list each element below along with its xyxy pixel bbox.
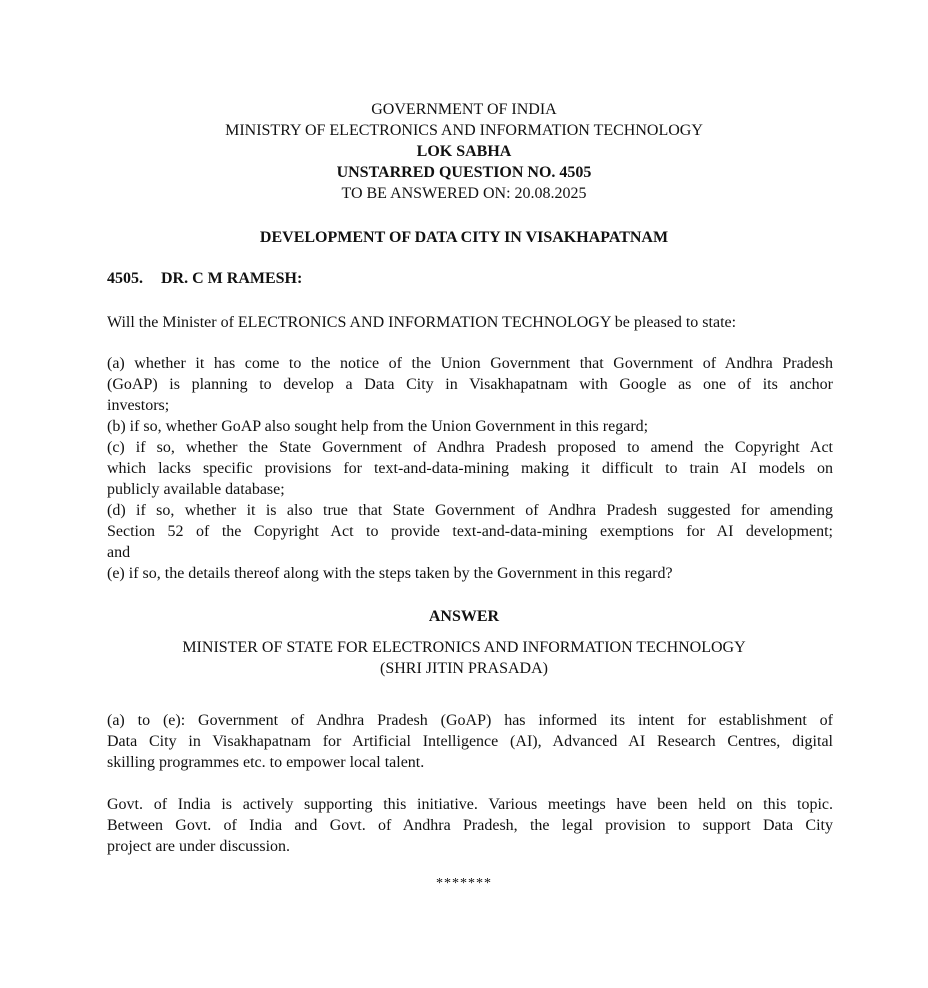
question-intro [107,312,833,333]
question-line: and [107,544,131,561]
answer-line: Data City in Visakhapatnam for Artificial Intelligence (AI), Advanced AI Research Centres, digital [107,733,833,750]
question-line: (d) if so, whether it is also true that State Government of Andhra Pradesh suggested for amending [107,502,833,519]
question-serial: 4505. [107,270,143,287]
question-line: which lacks specific provisions for text-and-data-mining making it difficult to train AI models on [107,460,833,477]
answer-line: Between Govt. of India and Govt. of Andhra Pradesh, the legal provision to support Data City [107,817,833,834]
answer-heading-text: ANSWER [428,608,500,625]
asker-line [107,270,302,288]
asker-name: DR. C M RAMESH: [161,270,303,287]
answering-minister [0,637,928,679]
answer-line: (a) to (e): Government of Andhra Pradesh (GoAP) has informed its intent for establishment of [107,712,833,729]
question-title [0,227,928,248]
question-line: investors; [107,397,170,414]
question-line: (e) if so, the details thereof along with the steps taken by the Government in this regard? [107,565,673,582]
answer-line: Govt. of India is actively supporting this initiative. Various meetings have been held on this topic. [107,796,833,813]
question-parts [107,353,833,584]
intro-text: Will the Minister of ELECTRONICS AND INFORMATION TECHNOLOGY be pleased to state: [107,314,737,331]
document-header [0,99,928,204]
question-line: Section 52 of the Copyright Act to provide text-and-data-mining exemptions for AI development; [107,523,833,540]
header-government: GOVERNMENT OF INDIA [371,101,557,118]
answer-line: skilling programmes etc. to empower local talent. [107,754,425,771]
answer-paragraph-1 [107,710,833,773]
answer-heading [0,606,928,627]
question-line: (b) if so, whether GoAP also sought help from the Union Government in this regard; [107,418,649,435]
header-house: LOK SABHA [416,143,512,160]
header-ministry: MINISTRY OF ELECTRONICS AND INFORMATION TECHNOLOGY [225,122,703,139]
question-title-text: DEVELOPMENT OF DATA CITY IN VISAKHAPATNAM [259,229,669,246]
question-line: (c) if so, whether the State Government of Andhra Pradesh proposed to amend the Copyright Act [107,439,833,456]
minister-designation: MINISTER OF STATE FOR ELECTRONICS AND INFORMATION TECHNOLOGY [182,639,746,656]
question-line: publicly available database; [107,481,285,498]
answer-line: project are under discussion. [107,838,291,855]
answer-paragraph-2 [107,794,833,857]
question-line: (GoAP) is planning to develop a Data City in Visakhapatnam with Google as one of its anchor [107,376,833,393]
header-answer-date: TO BE ANSWERED ON: 20.08.2025 [341,185,587,202]
question-line: (a) whether it has come to the notice of the Union Government that Government of Andhra Pradesh [107,355,833,372]
minister-name: (SHRI JITIN PRASADA) [379,660,548,677]
end-marker: ******* [436,876,492,891]
header-question-number: UNSTARRED QUESTION NO. 4505 [336,164,592,181]
